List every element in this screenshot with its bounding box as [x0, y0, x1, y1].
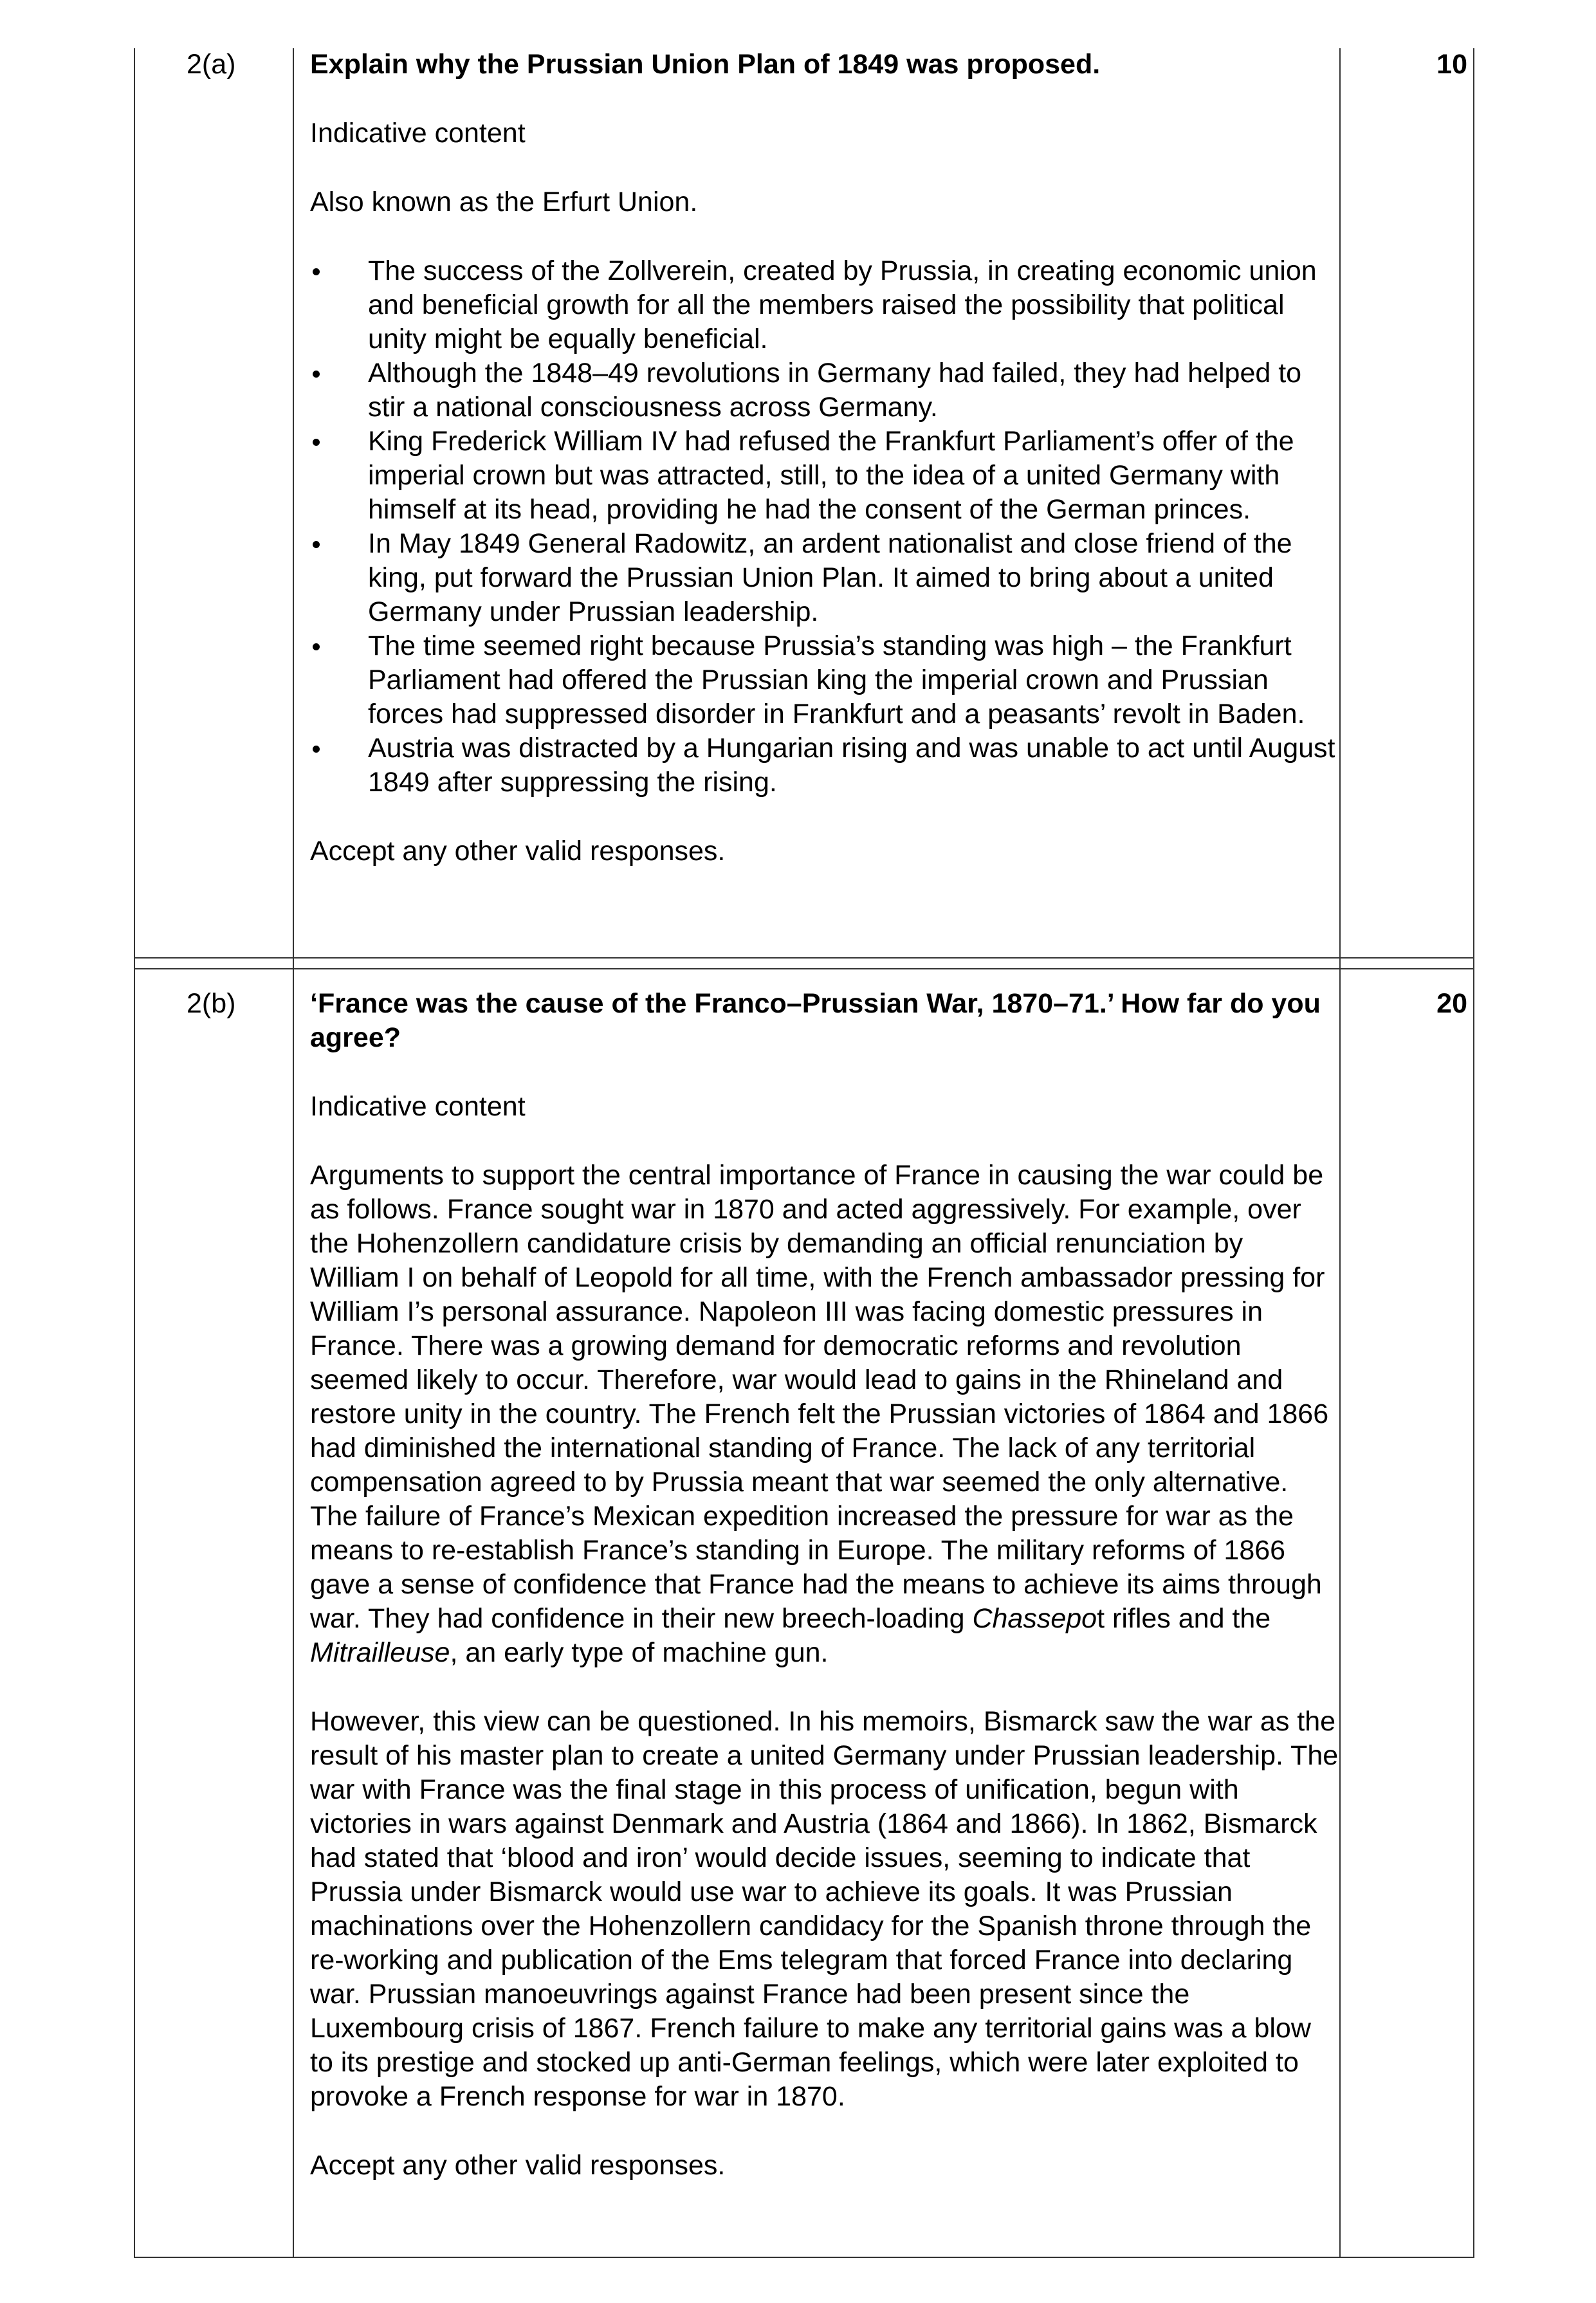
bullet-list — [310, 254, 1339, 800]
question-marks: 20 — [1436, 988, 1467, 1019]
question-content — [310, 987, 1339, 2183]
closing-text: Accept any other valid responses. — [310, 2150, 726, 2181]
question-number: 2(a) — [187, 49, 236, 80]
row-separator-bottom — [134, 968, 1474, 969]
paragraph-text: , an early type of machine gun. — [450, 1637, 829, 1668]
list-item: King Frederick William IV had refused the Frankfurt Parliament’s offer of the imperial crown but was attracted, still, to the idea of a united Germany with himself at its head, providing he had the consent of the German princes. — [310, 425, 1339, 527]
closing-text: Accept any other valid responses. — [310, 836, 726, 867]
indicative-label: Indicative content — [310, 118, 526, 149]
list-item: Although the 1848–49 revolutions in Germany had failed, they had helped to stir a national consciousness across Germany. — [310, 356, 1339, 425]
question-text: ‘France was the cause of the Franco–Prussian War, 1870–71.’ How far do you agree? — [310, 988, 1321, 1053]
italic-term: Chassepo — [972, 1603, 1097, 1634]
list-item: The time seemed right because Prussia’s standing was high – the Frankfurt Parliament had offered the Prussian king the imperial crown and Prussian forces had suppressed disorder in Frankfurt and a peasants’ revolt in Baden. — [310, 629, 1339, 731]
paragraph-text: Arguments to support the central importance of France in causing the war could be as follows. France sought war in 1870 and acted aggressively. For example, over the Hohenzollern candidature crisis by demanding an official renunciation by William I on behalf of Leopold for all time, with the French ambassador pressing for William I’s personal assurance. Napoleon III was facing domestic pressures in France. There was a growing demand for democratic reforms and revolution seemed likely to occur. Therefore, war would lead to gains in the Rhineland and restore unity in the country. The French felt the Prussian victories of 1864 and 1866 had diminished the international standing of France. The lack of any territorial compensation agreed to by Prussia meant that war seemed the only alternative. The failure of France’s Mexican expedition increased the pressure for war as the means to re-establish France’s standing in Europe. The military reforms of 1866 gave a sense of confidence that France had the means to achieve its aims through war. They had confidence in their new breech-loading — [310, 1160, 1329, 1634]
table-border-left — [134, 48, 135, 2258]
question-number: 2(b) — [187, 988, 236, 1019]
counter-argument-paragraph: However, this view can be questioned. In his memoirs, Bismarck saw the war as the result of his master plan to create a united Germany under Prussian leadership. The war with France was the final stage in this process of unification, begun with victories in wars against Denmark and Austria (1864 and 1866). In 1862, Bismarck had stated that ‘blood and iron’ would decide issues, seeming to indicate that Prussia under Bismarck would use war to achieve its goals. It was Prussian machinations over the Hohenzollern candidacy for the Spanish throne through the re-working and publication of the Ems telegram that forced France into declaring war. Prussian manoeuvrings against France had been present since the Luxembourg crisis of 1867. French failure to make any territorial gains was a blow to its prestige and stocked up anti-German feelings, which were later exploited to provoke a French response for war in 1870. — [310, 1706, 1339, 2112]
table-divider-2 — [1339, 48, 1341, 2258]
indicative-label: Indicative content — [310, 1091, 526, 1122]
table-divider-1 — [293, 48, 294, 2258]
list-item: Austria was distracted by a Hungarian rising and was unable to act until August 1849 after suppressing the rising. — [310, 731, 1339, 800]
italic-term: Mitrailleuse — [310, 1637, 450, 1668]
list-item: The success of the Zollverein, created by Prussia, in creating economic union and beneficial growth for all the members raised the possibility that political unity might be equally beneficial. — [310, 254, 1339, 356]
argument-paragraph — [310, 1159, 1339, 1670]
list-item: In May 1849 General Radowitz, an ardent nationalist and close friend of the king, put forward the Prussian Union Plan. It aimed to bring about a united Germany under Prussian leadership. — [310, 527, 1339, 629]
intro-text: Also known as the Erfurt Union. — [310, 187, 698, 217]
table-border-bottom — [134, 2257, 1474, 2258]
question-text: Explain why the Prussian Union Plan of 1849 was proposed. — [310, 49, 1101, 80]
row-separator-top — [134, 957, 1474, 959]
question-content — [310, 48, 1339, 868]
paragraph-text: t rifles and the — [1097, 1603, 1271, 1634]
table-border-right — [1473, 48, 1474, 2258]
question-marks: 10 — [1436, 49, 1467, 80]
